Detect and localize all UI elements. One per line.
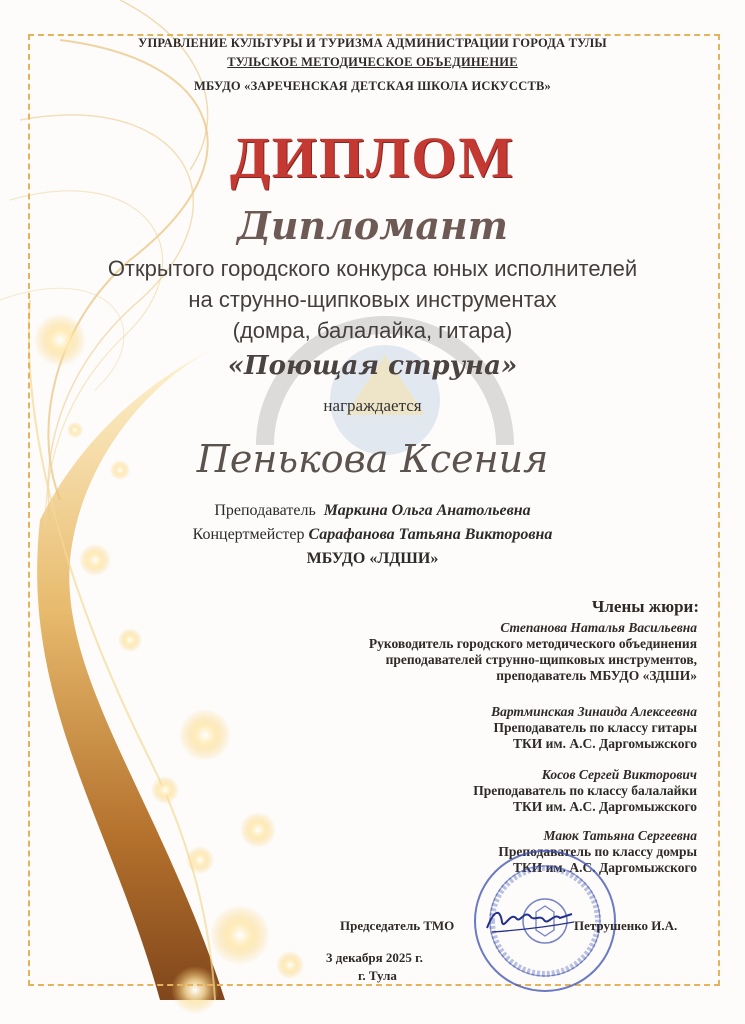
header-line-2-text: ТУЛЬСКОЕ МЕТОДИЧЕСКОЕ ОБЪЕДИНЕНИЕ <box>227 55 518 69</box>
jury-member-position: преподавателей струнно-щипковых инструментов, <box>385 652 697 667</box>
jury-member-name: Вартминская Зинаида Алексеевна <box>491 704 697 719</box>
jury-member-position: ТКИ им. А.С. Даргомыжского <box>512 736 697 751</box>
jury-member-position: Руководитель городского методического объединения <box>368 636 697 651</box>
accompanist-line <box>0 526 745 544</box>
header-line-3: МБУДО «ЗАРЕЧЕНСКАЯ ДЕТСКАЯ ШКОЛА ИСКУССТВ» <box>193 79 552 93</box>
chair-signature <box>482 900 577 940</box>
teacher-label: Преподаватель <box>214 502 316 519</box>
jury-member-position: ТКИ им. А.С. Даргомыжского <box>512 799 697 814</box>
jury-member <box>491 704 697 752</box>
jury-member <box>473 767 697 815</box>
accompanist-label: Концертмейстер <box>192 526 305 543</box>
header-line-2 <box>0 55 745 70</box>
teacher-name: Маркина Ольга Анатольевна <box>323 502 531 519</box>
jury-member-name: Маюк Татьяна Сергеевна <box>543 828 697 843</box>
jury-member-name: Степанова Наталья Васильевна <box>500 620 697 635</box>
diploma-city: г. Тула <box>358 968 397 983</box>
chair-label: Председатель ТМО <box>340 918 455 933</box>
jury-member-position: преподаватель МБУДО «ЗДШИ» <box>496 668 697 683</box>
chair-name: Петрушенко И.А. <box>574 918 678 933</box>
jury-member-position: ТКИ им. А.С. Даргомыжского <box>512 860 697 875</box>
diploma-date: 3 декабря 2025 г. <box>326 950 423 965</box>
recipient-name: Пенькова Ксения <box>196 437 549 481</box>
jury-member-position: Преподаватель по классу гитары <box>493 720 697 735</box>
contest-line-3: (домра, балалайка, гитара) <box>232 318 513 343</box>
contest-line-2: на струнно-щипковых инструментах <box>188 287 557 312</box>
school-line: МБУДО «ЛДШИ» <box>306 550 439 567</box>
accompanist-name: Сарафанова Татьяна Викторовна <box>308 526 553 543</box>
diploma-subtitle: Дипломант <box>237 203 508 248</box>
teacher-line <box>0 502 745 520</box>
diploma-title: ДИПЛОМ <box>229 125 516 190</box>
jury-title: Члены жюри: <box>591 597 699 616</box>
contest-name: «Поющая струна» <box>227 351 518 381</box>
contest-line-1: Открытого городского конкурса юных исполнителей <box>107 256 638 281</box>
jury-member-position: Преподаватель по классу балалайки <box>473 783 697 798</box>
awarded-text: награждается <box>323 396 422 415</box>
jury-member <box>369 620 697 684</box>
jury-member-position: Преподаватель по классу домры <box>498 844 697 859</box>
jury-member-name: Косов Сергей Викторович <box>541 767 697 782</box>
header-line-1: УПРАВЛЕНИЕ КУЛЬТУРЫ И ТУРИЗМА АДМИНИСТРАЦИИ ГОРОДА ТУЛЫ <box>138 36 607 50</box>
